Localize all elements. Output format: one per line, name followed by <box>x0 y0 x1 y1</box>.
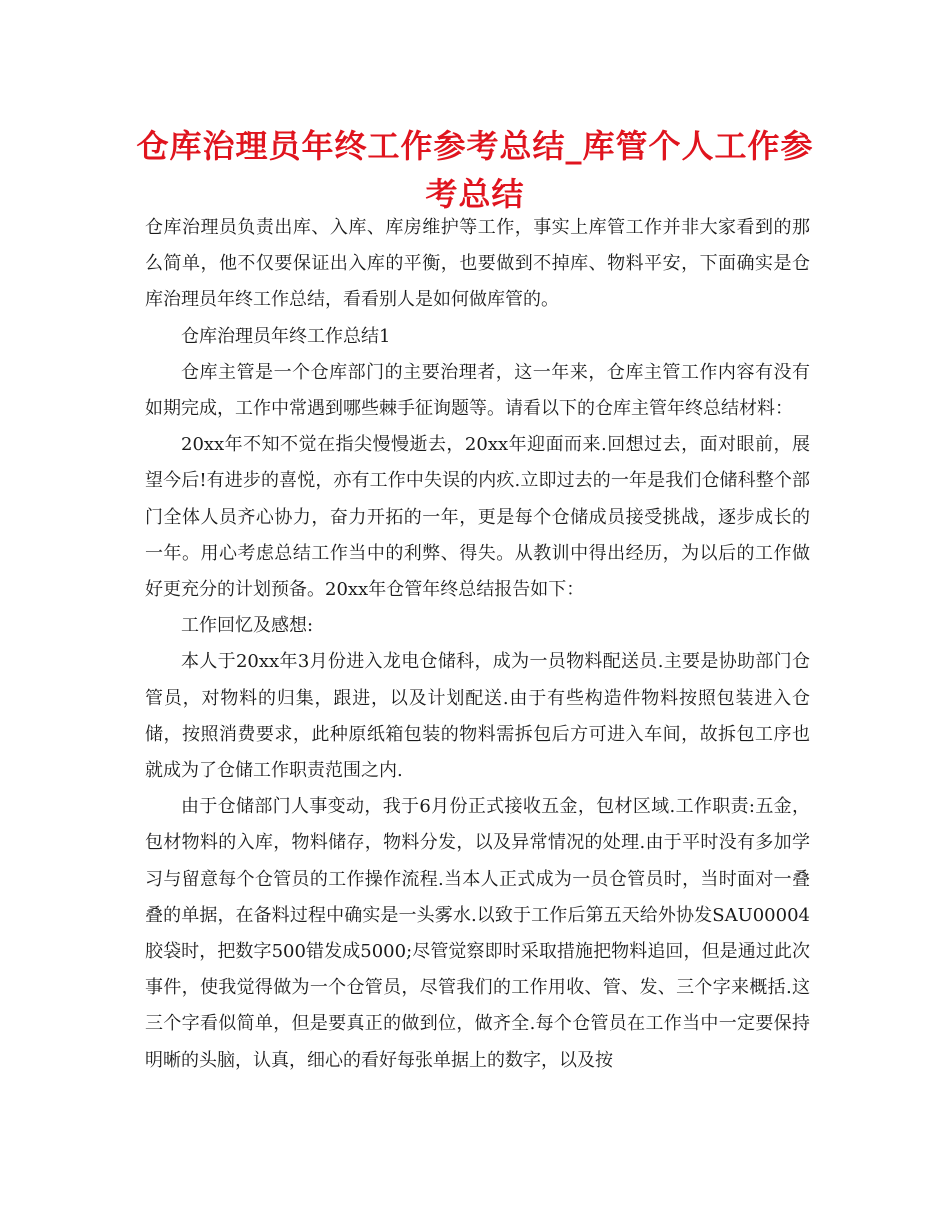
document-title: 仓库治理员年终工作参考总结_库管个人工作参考总结 <box>136 127 814 213</box>
document-body <box>145 210 810 1079</box>
subsection-heading: 工作回忆及感想: <box>181 615 314 637</box>
intro-paragraph: 仓库治理员负责出库、入库、库房维护等工作，事实上库管工作并非大家看到的那么简单，他不仅要保证出入库的平衡，也要做到不掉库、物料平安，下面确实是仓库治理员年终工作总结，看看别人是如何做库管的。 <box>145 217 810 311</box>
body-paragraph: 由于仓储部门人事变动，我于6月份正式接收五金，包材区域.工作职责:五金，包材物料的入库，物料储存，物料分发，以及异常情况的处理.由于平时没有多加学习与留意每个仓管员的工作操作流程.当本人正式成为一员仓管员时，当时面对一叠叠的单据，在备料过程中确实是一头雾水.以致于工作后第五天给外协发SAU00004胶袋时，把数字500错发成5000;尽管觉察即时采取措施把物料追回，但是通过此次事件，使我觉得做为一个仓管员，尽管我们的工作用收、管、发、三个字来概括.这三个字看似简单，但是要真正的做到位，做齐全.每个仓管员在工作当中一定要保持明晰的头脑，认真，细心的看好每张单据上的数字，以及按 <box>145 796 810 1071</box>
body-paragraph: 20xx年不知不觉在指尖慢慢逝去，20xx年迎面而来.回想过去，面对眼前，展望今后!有进步的喜悦，亦有工作中失误的内疚.立即过去的一年是我们仓储科整个部门全体人员齐心协力，奋力开拓的一年，更是每个仓储成员接受挑战，逐步成长的一年。用心考虑总结工作当中的利弊、得失。从教训中得出经历，为以后的工作做好更充分的计划预备。20xx年仓管年终总结报告如下： <box>145 434 810 601</box>
body-paragraph: 本人于20xx年3月份进入龙电仓储科，成为一员物料配送员.主要是协助部门仓管员，对物料的归集，跟进，以及计划配送.由于有些构造件物料按照包装进入仓储，按照消费要求，此种原纸箱包装的物料需拆包后方可进入车间，故拆包工序也就成为了仓储工作职责范围之内. <box>145 651 810 782</box>
body-paragraph: 仓库主管是一个仓库部门的主要治理者，这一年来，仓库主管工作内容有没有如期完成，工作中常遇到哪些棘手征询题等。请看以下的仓库主管年终总结材料： <box>145 361 810 420</box>
section-heading: 仓库治理员年终工作总结1 <box>181 325 391 347</box>
